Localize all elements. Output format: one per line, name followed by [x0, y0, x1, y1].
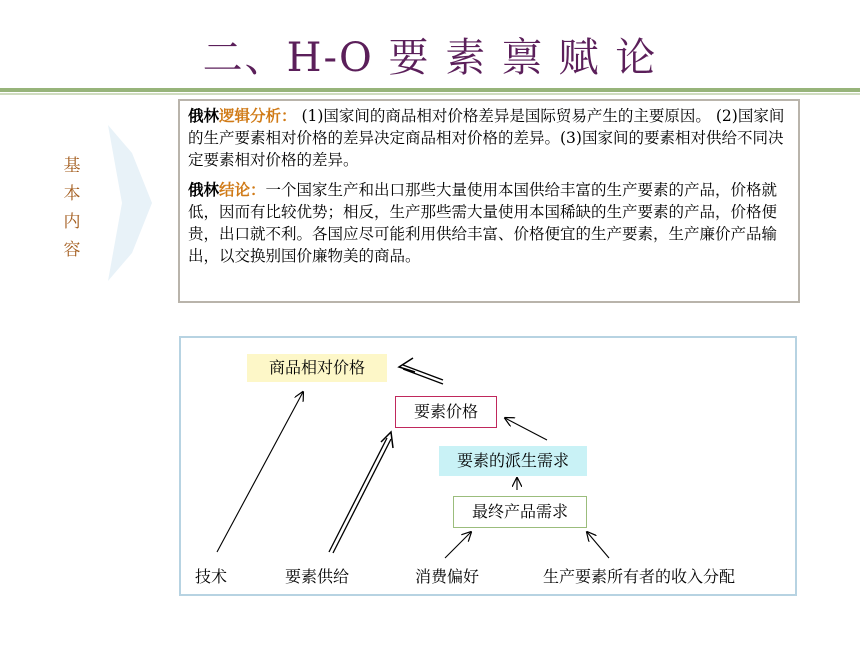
arrow-technology-to-commodityprice: [217, 392, 303, 552]
conclusion-author: 俄林: [188, 181, 220, 199]
title-divider-shadow: [0, 93, 860, 95]
conclusion-paragraph: [188, 179, 790, 267]
side-label-char: 内: [63, 212, 81, 232]
ho-diagram: [179, 336, 797, 596]
title-divider: [0, 88, 860, 92]
arrow-income-to-finaldemand: [587, 532, 609, 558]
node-technology: 技术: [195, 567, 228, 586]
arrow-factorprice-to-commodityprice: [399, 358, 443, 384]
node-income-distribution: 生产要素所有者的收入分配: [543, 567, 736, 586]
arrow-factorsupply-to-factorprice: [329, 432, 393, 553]
content-textbox: [178, 99, 800, 303]
node-factor-supply: 要素供给: [285, 567, 350, 586]
node-final-demand: 最终产品需求: [453, 496, 587, 528]
node-preference: 消费偏好: [415, 567, 480, 586]
analysis-author: 俄林: [188, 107, 220, 125]
conclusion-heading: 结论: [219, 181, 251, 199]
side-label-char: 本: [63, 184, 81, 204]
analysis-heading: 逻辑分析: [219, 107, 282, 125]
arrow-preference-to-finaldemand: [445, 532, 471, 558]
analysis-paragraph: [188, 105, 790, 171]
arrow-deriveddemand-to-factorprice: [505, 418, 547, 440]
analysis-text: (1)国家间的商品相对价格差异是国际贸易产生的主要原因。 (2)国家间的生产要素相对价格的差异决定商品相对价格的差异。(3)国家间的要素相对供给不同决定要素相对价格的差异。: [188, 107, 785, 169]
conclusion-colon: ：: [250, 181, 266, 199]
page-title: 二、H-O 要 素 禀 赋 论: [202, 35, 658, 81]
node-derived-demand: 要素的派生需求: [439, 446, 587, 476]
side-label: [60, 152, 84, 264]
analysis-colon: ：: [281, 107, 297, 125]
conclusion-text: 一个国家生产和出口那些大量使用本国供给丰富的生产要素的产品，价格就低，因而有比较优势；相反，生产那些需大量使用本国稀缺的生产要素的产品，价格便贵，出口就不利。各国应尽可能利用供给丰富、价格便宜的生产要素，生产廉价产品输出，以交换别国价廉物美的商品。: [188, 181, 778, 265]
side-label-char: 容: [63, 240, 81, 260]
chevron-arrow-icon: [108, 125, 154, 281]
side-label-char: 基: [63, 156, 81, 176]
node-commodity-price: 商品相对价格: [247, 354, 387, 382]
node-factor-price: 要素价格: [395, 396, 497, 428]
